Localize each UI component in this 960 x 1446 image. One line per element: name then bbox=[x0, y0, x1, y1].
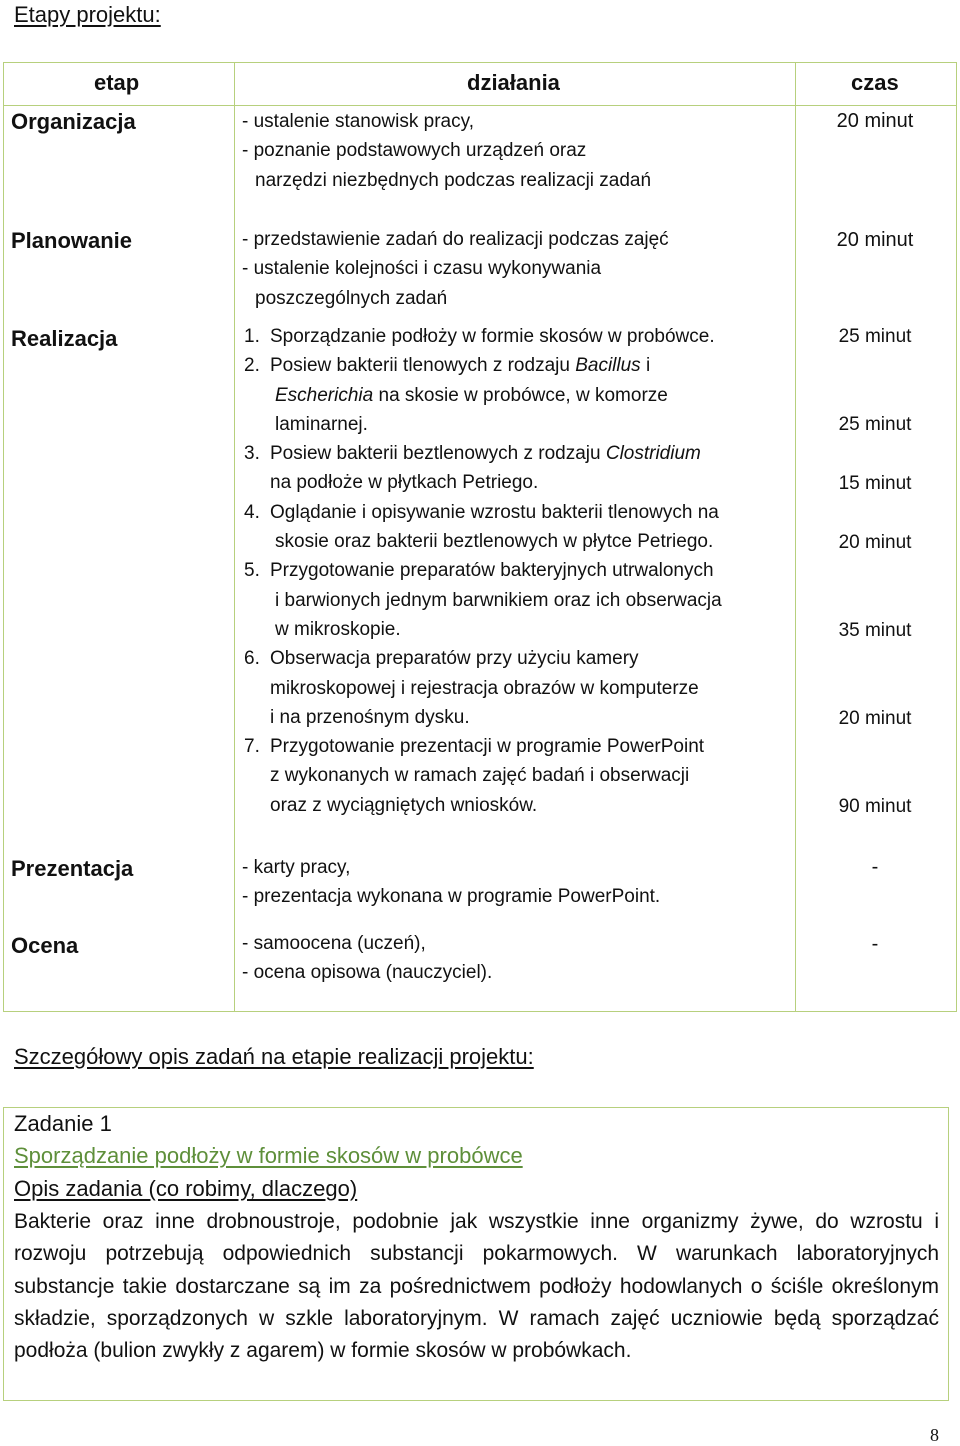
step-2: 2. Posiew bakterii tlenowych z rodzaju Bacillus i Escherichia na skosie w probówce, w komorze laminarnej. bbox=[244, 355, 668, 435]
actions-planowanie bbox=[242, 225, 792, 313]
time-ocena: - bbox=[871, 933, 879, 955]
action-item: - przedstawienie zadań do realizacji podczas zajęć bbox=[242, 229, 669, 250]
action-item: poszczególnych zadań bbox=[255, 287, 448, 309]
time-step-3: 15 minut bbox=[838, 473, 912, 494]
time-step-2: 25 minut bbox=[838, 414, 912, 435]
task-subtitle: Sporządzanie podłoży w formie skosów w probówce bbox=[14, 1143, 523, 1168]
header-time: czas bbox=[851, 70, 899, 95]
stage-organizacja: Organizacja bbox=[11, 109, 136, 134]
task-label: Zadanie 1 bbox=[14, 1111, 112, 1136]
action-item: narzędzi niezbędnych podczas realizacji zadań bbox=[255, 169, 652, 191]
step-3: 3. Posiew bakterii beztlenowych z rodzaju Clostridium na podłoże w płytkach Petriego. bbox=[244, 443, 701, 494]
action-item: - ustalenie stanowisk pracy, bbox=[242, 111, 474, 132]
step-1: 1. Sporządzanie podłoży w formie skosów w probówce. bbox=[244, 326, 715, 347]
action-item: - ustalenie kolejności i czasu wykonywania bbox=[242, 258, 602, 280]
time-step-6: 20 minut bbox=[838, 708, 912, 729]
time-step-7: 90 minut bbox=[838, 796, 912, 817]
time-planowanie: 20 minut bbox=[836, 229, 914, 251]
action-item: - poznanie podstawowych urządzeń oraz bbox=[242, 140, 587, 162]
stage-realizacja: Realizacja bbox=[11, 326, 118, 351]
detail-section-title: Szczegółowy opis zadań na etapie realizacji projektu: bbox=[14, 1044, 534, 1069]
actions-organizacja bbox=[242, 107, 792, 195]
time-step-4: 20 minut bbox=[838, 532, 912, 553]
action-item: - karty pracy, bbox=[242, 857, 351, 878]
task-body-text: Bakterie oraz inne drobnoustroje, podobnie jak wszystkie inne organizmy żywe, do wzrostu i rozwoju potrzebują odpowiednich substancji pokarmowych. W warunkach laboratoryjnych substancje takie dostarczane są im za pośrednictwem podłoży hodowlanych o ściśle określonym składzie, sporządzonych w szkle laboratoryjnym. W ramach zajęć uczniowie będą sporządzać podłoża (bulion zwykły z agarem) w formie skosów w probówkach. bbox=[14, 1210, 939, 1363]
stage-planowanie: Planowanie bbox=[11, 228, 133, 253]
stage-prezentacja: Prezentacja bbox=[11, 856, 134, 881]
time-step-1: 25 minut bbox=[838, 326, 912, 347]
header-actions: działania bbox=[467, 70, 560, 95]
time-prezentacja: - bbox=[871, 856, 879, 878]
action-item: - samoocena (uczeń), bbox=[242, 933, 426, 954]
time-organizacja: 20 minut bbox=[836, 110, 914, 132]
header-divider bbox=[4, 105, 956, 106]
section-heading: Etapy projektu: bbox=[14, 2, 161, 27]
time-step-5: 35 minut bbox=[838, 620, 912, 641]
action-item: - prezentacja wykonana w programie PowerPoint. bbox=[242, 886, 661, 908]
task-description-label: Opis zadania (co robimy, dlaczego) bbox=[14, 1176, 358, 1201]
stage-ocena: Ocena bbox=[11, 933, 79, 958]
step-7: 7. Przygotowanie prezentacji w programie PowerPoint z wykonanych w ramach zajęć badań i obserwacji oraz z wyciągniętych wniosków. bbox=[244, 736, 705, 816]
column-divider bbox=[234, 63, 235, 1011]
realizacja-steps bbox=[244, 322, 794, 820]
action-item: - ocena opisowa (nauczyciel). bbox=[242, 962, 493, 984]
step-6: 6. Obserwacja preparatów przy użyciu kamery mikroskopowej i rejestracja obrazów w komputerze i na przenośnym dysku. bbox=[244, 648, 699, 728]
step-4: 4. Oglądanie i opisywanie wzrostu bakterii tlenowych na skosie oraz bakterii beztlenowych w płytce Petriego. bbox=[244, 501, 719, 553]
page-number: 8 bbox=[930, 1425, 939, 1445]
actions-ocena bbox=[242, 929, 792, 988]
step-5: 5. Przygotowanie preparatów bakteryjnych utrwalonych i barwionych jednym barwnikiem oraz ich obserwacja w mikroskopie. bbox=[244, 560, 722, 640]
header-stage: etap bbox=[94, 70, 140, 95]
actions-prezentacja bbox=[242, 853, 792, 912]
